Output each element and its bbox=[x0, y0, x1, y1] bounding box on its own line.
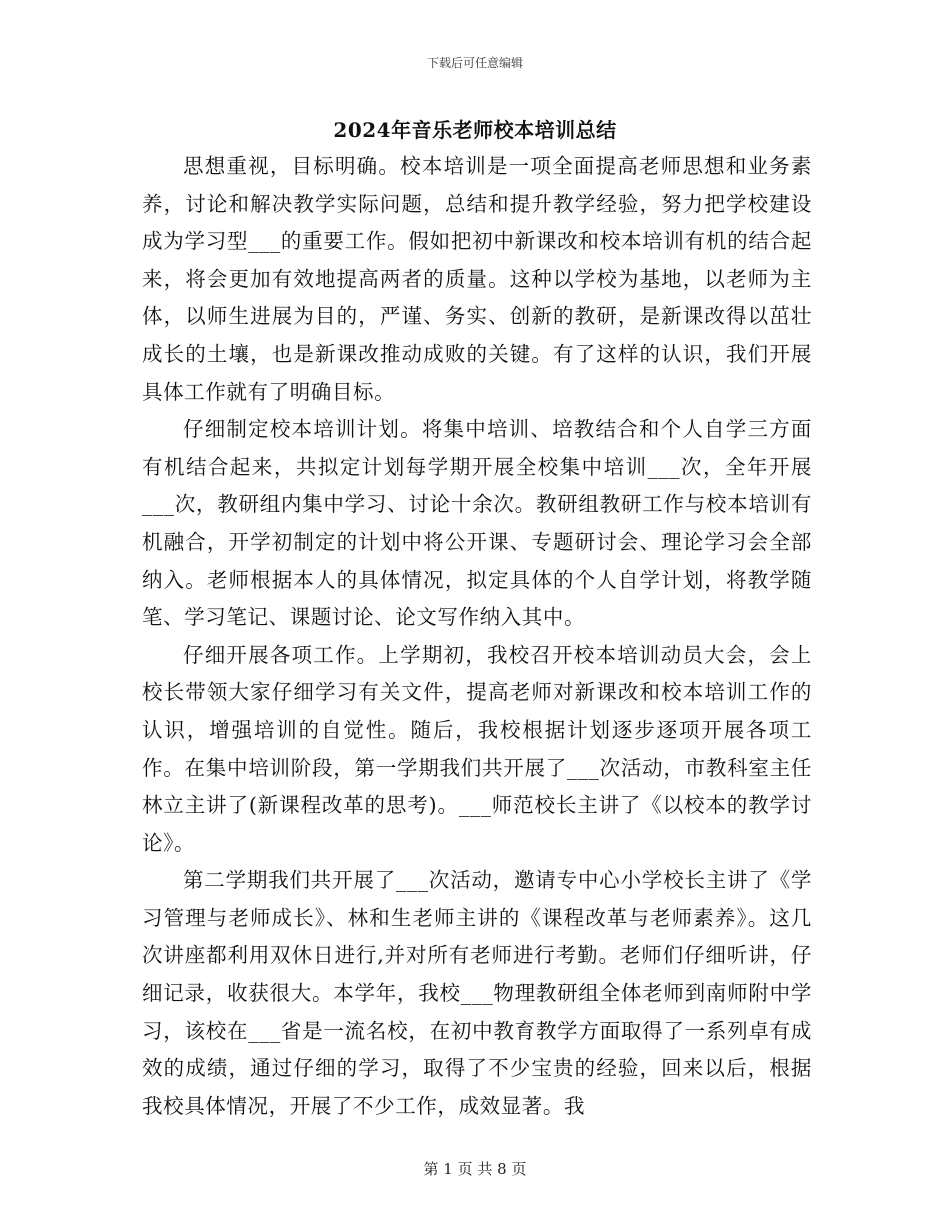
paragraph: 第二学期我们共开展了___次活动，邀请专中心小学校长主讲了《学习管理与老师成长》、林和生老师主讲的《课程改革与老师素养》。这几次讲座都利用双休日进行,并对所有老师进行考勤。老师们仔细听讲，仔细记录，收获很大。本学年，我校___物理教研组全体老师到南师附中学习，该校在___省是一流名校，在初中教育教学方面取得了一系列卓有成效的成绩，通过仔细的学习，取得了不少宝贵的经验，回来以后，根据我校具体情况，开展了不少工作，成效显著。我 bbox=[142, 868, 812, 1118]
page-number: 第 1 页 共 8 页 bbox=[423, 1160, 527, 1178]
paragraph: 思想重视，目标明确。校本培训是一项全面提高老师思想和业务素养，讨论和解决教学实际问题，总结和提升教学经验，努力把学校建设成为学习型___的重要工作。假如把初中新课改和校本培训有机的结合起来，将会更加有效地提高两者的质量。这种以学校为基地，以老师为主体，以师生进展为目的，严谨、务实、创新的教研，是新课改得以茁壮成长的土壤，也是新课改推动成败的关键。有了这样的认识，我们开展具体工作就有了明确目标。 bbox=[142, 154, 812, 404]
document-title: 2024年音乐老师校本培训总结 bbox=[333, 118, 617, 142]
document-body bbox=[142, 148, 812, 1125]
paragraph: 仔细开展各项工作。上学期初，我校召开校本培训动员大会，会上校长带领大家仔细学习有关文件，提高老师对新课改和校本培训工作的认识，增强培训的自觉性。随后，我校根据计划逐步逐项开展各项工作。在集中培训阶段，第一学期我们共开展了___次活动，市教科室主任林立主讲了(新课程改革的思考)。___师范校长主讲了《以校本的教学讨论》。 bbox=[142, 642, 812, 855]
paragraph: 仔细制定校本培训计划。将集中培训、培教结合和个人自学三方面有机结合起来，共拟定计划每学期开展全校集中培训___次，全年开展___次，教研组内集中学习、讨论十余次。教研组教研工作与校本培训有机融合，开学初制定的计划中将公开课、专题研讨会、理论学习会全部纳入。老师根据本人的具体情况，拟定具体的个人自学计划，将教学随笔、学习笔记、课题讨论、论文写作纳入其中。 bbox=[142, 417, 812, 630]
header-note: 下载后可任意编辑 bbox=[426, 56, 523, 70]
